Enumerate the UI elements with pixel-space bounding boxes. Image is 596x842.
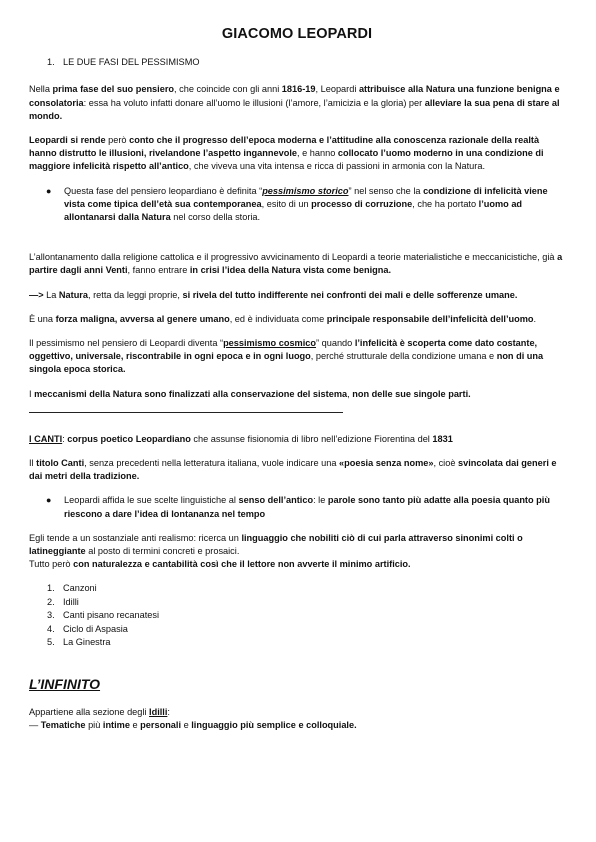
document-page [29,26,565,743]
paragraph-meccanismi: I meccanismi della Natura sono finalizzati alla conservazione del sistema, non delle sue singole parti. [29,388,471,399]
page-title: GIACOMO LEOPARDI [221,26,373,42]
list-item: 5. La Ginestra [47,637,111,648]
list-item: ● Questa fase del pensiero leopardiano è definita “pessimismo storico” nel senso che la condizione di infelicità viene vista come tipica dell’età sua contemporanea, esito di un processo di corruzione, che ha portato l’uomo ad allontanarsi dalla Natura nel corso della storia. [46,185,548,223]
paragraph-canti: I CANTI: corpus poetico Leopardiano che assunse fisionomia di libro nell’edizione Fiorentina del 1831 [29,433,453,444]
horizontal-rule [29,412,343,413]
list-item: ● Leopardi affida le sue scelte linguistiche al senso dell’antico: le parole sono tanto più adatte alla poesia quanto più riescono a dare l’idea di lontananza nel tempo [46,495,550,519]
bullet-icon: ● [46,495,52,506]
paragraph-natura: —> La Natura, retta da leggi proprie, si rivela del tutto indifferente nei confronti dei mali e delle sofferenze umane. [29,289,518,300]
paragraph-naturalezza: Tutto però con naturalezza e cantabilità così che il lettore non avverte il minimo artificio. [29,559,411,570]
paragraph-tematiche: — Tematiche più intime e personali e linguaggio più semplice e colloquiale. [29,719,357,730]
list-item: 4. Ciclo di Aspasia [47,623,128,634]
paragraph-progresso: Leopardi si rende però conto che il progresso dell’epoca moderna e l’attitudine alla conoscenza razionale della realtà hanno distrutto le illusioni, rivelandone l’aspetto ingannevole, e hanno collocato l’uomo moderno in una condizione di maggiore infelicità rispetto all’antico, che viveva una vita intensa e ricca di passioni in armonia con la Natura. [29,135,544,172]
bullet-list [29,494,565,520]
paragraph-pessimismo-cosmico: Il pessimismo nel pensiero di Leopardi diventa “pessimismo cosmico” quando l’infelicità è scoperta come dato costante, oggettivo, universale, riscontrabile in ogni epoca e in ogni luogo, perché strutturale della condizione umana e non di una singola epoca storica. [29,338,544,375]
list-item: 1. Canzoni [47,583,97,594]
section-list [29,56,565,69]
paragraph-titolo-canti: Il titolo Canti, senza precedenti nella letteratura italiana, vuole indicare una «poesia senza nome», cioè svincolata dai generi e dai metri della tradizione. [29,458,557,482]
paragraph-allontanamento: L’allontanamento dalla religione cattolica e il progressivo avvicinamento di Leopardi a teorie materialistiche e meccanicistiche, già a partire dagli anni Venti, fanno entrare in crisi l’idea della Natura vista come benigna. [29,252,563,276]
paragraph-idilli: Appartiene alla sezione degli Idilli: [29,706,170,717]
section-heading-infinito: L’INFINITO [29,675,101,692]
paragraph-forza-maligna: È una forza maligna, avversa al genere umano, ed è individuata come principale responsabile dell’infelicità dell’uomo. [29,313,537,324]
list-item: 2. Idilli [47,596,79,607]
bullet-icon: ● [46,185,52,196]
list-item: 3. Canti pisano recanatesi [47,610,160,621]
list-item: 1. LE DUE FASI DEL PESSIMISMO [47,57,200,67]
sections-list [29,582,565,649]
bullet-list [29,185,565,225]
paragraph-prima-fase: Nella prima fase del suo pensiero, che coincide con gli anni 1816-19, Leopardi attribuisce alla Natura una funzione benigna e consolatoria: essa ha voluto infatti donare all’uomo le illusioni (l’amore, l’amicizia e la gloria) per alleviare la sua pena di stare al mondo. [29,84,560,121]
paragraph-anti-realismo: Egli tende a un sostanziale anti realismo: ricerca un linguaggio che nobiliti ciò di cui parla attraverso sinonimi colti o latineggiante al posto di termini concreti e prosaici. [29,532,523,557]
